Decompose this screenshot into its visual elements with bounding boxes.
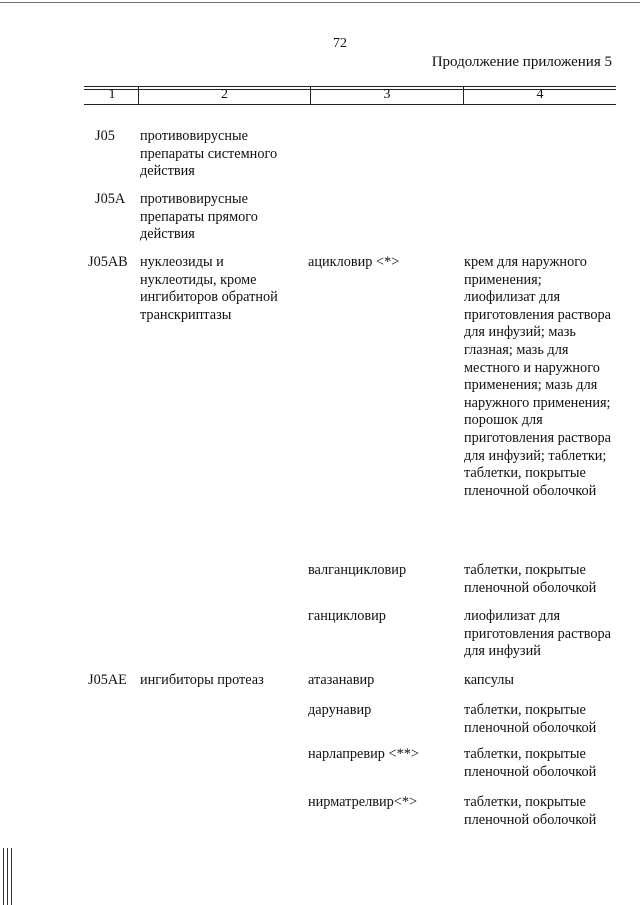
header-rule-bottom — [84, 104, 616, 105]
dosage-form: крем для наружного применения; лиофилизат для приготовления раствора для инфузий; мазь глазная; мазь для местного и наружного применения; мазь для наружного применения; порошок для приготовления раствора для инфузий; таблетки; таблетки, покрытые пленочной оболочкой — [464, 254, 612, 499]
column-number-3: 3 — [383, 87, 391, 102]
group-name: противовирусные препараты системного действия — [140, 128, 278, 180]
column-number-1: 1 — [108, 87, 116, 102]
drug-name: валганцикловир — [308, 562, 407, 578]
page-number: 72 — [333, 36, 347, 51]
drug-name: ацикловир <*> — [308, 254, 400, 270]
group-name: противовирусные препараты прямого действия — [140, 191, 258, 243]
column-number-2: 2 — [221, 87, 228, 102]
group-name: нуклеозиды и нуклеотиды, кроме ингибиторов обратной транскриптазы — [140, 254, 278, 323]
continuation-heading: Продолжение приложения 5 — [431, 54, 612, 70]
atc-code: J05AB — [88, 254, 128, 270]
atc-code: J05AE — [88, 672, 127, 688]
drug-name: атазанавир — [308, 672, 375, 688]
drug-name: дарунавир — [308, 702, 372, 718]
group-name: ингибиторы протеаз — [140, 672, 264, 688]
dosage-form: таблетки, покрытые пленочной оболочкой — [464, 702, 597, 736]
dosage-form: лиофилизат для приготовления раствора для инфузий — [464, 608, 612, 660]
column-number-4: 4 — [536, 87, 544, 102]
drug-name: нарлапревир <**> — [308, 746, 419, 762]
scan-top-edge — [0, 2, 640, 3]
atc-code: J05 — [95, 128, 115, 144]
binding-edge-marks — [3, 848, 12, 905]
dosage-form: таблетки, покрытые пленочной оболочкой — [464, 562, 597, 596]
dosage-form: таблетки, покрытые пленочной оболочкой — [464, 794, 597, 828]
drug-name: ганцикловир — [308, 608, 386, 624]
atc-code: J05A — [95, 191, 126, 207]
drug-name: нирматрелвир<*> — [308, 794, 418, 810]
dosage-form: таблетки, покрытые пленочной оболочкой — [464, 746, 597, 780]
dosage-form: капсулы — [464, 672, 514, 688]
